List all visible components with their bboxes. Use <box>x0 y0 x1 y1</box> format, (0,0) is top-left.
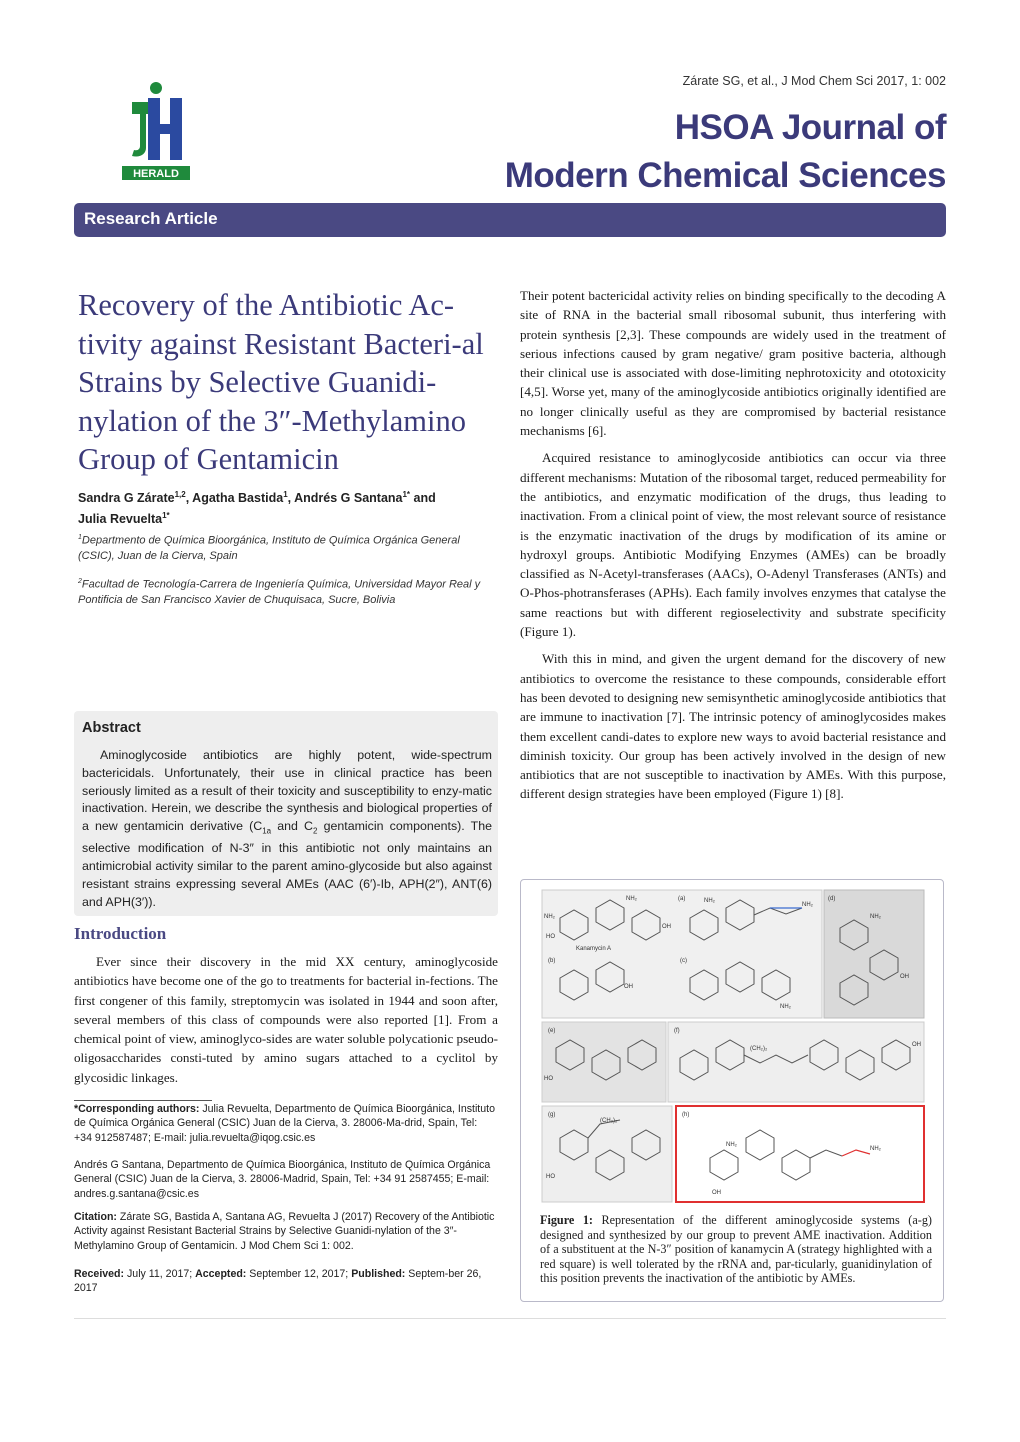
svg-text:NH₂: NH₂ <box>726 1142 737 1148</box>
dates-note: Received: July 11, 2017; Accepted: September 12, 2017; Published: Septem-ber 26, 2017 <box>74 1268 482 1295</box>
affiliation-1: $^1$Departmento de Química Bioorgánica, Instituto de Química Orgánica General (CSIC), Juan de la Cierva, Spain <box>78 534 460 562</box>
footnote-separator <box>74 1100 212 1101</box>
body-text-right <box>520 286 946 804</box>
herald-logo <box>118 80 194 184</box>
citation-note: Citation: Zárate SG, Bastida A, Santana AG, Revuelta J (2017) Recovery of the Antibiotic Activity against Resistant Bacterial Strains by Selective Guanidi-nylation of the 3″-Methylamino Group of Gentamicin. J Mod Chem Sci 1: 002. <box>74 1211 495 1252</box>
corresponding-author-note: *Corresponding authors: Julia Revuelta, Departmento de Química Bioorgánica, Instituto de Química Orgánica General (CSIC) Juan de la Cierva, 3. 28006-Ma-drid, Spain, Tel: +34 912587487; E-mail: julia.revuelta@iqog.csic.es <box>74 1103 495 1144</box>
introduction-text: Ever since their discovery in the mid XX century, aminoglycoside antibiotics have become one of the go to treatments for bacterial in-fections. The first congener of this family, streptomycin was isolated in 1944 and soon after, several members of this class of compounds were also reported [1]. From a chemical point of view, aminoglyco-sides are water soluble polycationic pseudo-oligosaccharides consti-tuted by amino sugars attached to a cyclitol by glycosidic linkages. <box>74 954 498 1085</box>
kanamycin-label: Kanamycin A <box>576 946 612 952</box>
svg-text:NH₂: NH₂ <box>870 1146 881 1152</box>
svg-text:NH₂: NH₂ <box>870 914 881 920</box>
svg-text:OH: OH <box>624 984 633 990</box>
svg-text:OH: OH <box>900 974 909 980</box>
figure-1-caption: Figure 1: Representation of the different aminoglycoside systems (a-g) designed and synthesized by our group to prevent AME inactivation. Addition of a substituent at the N-3″ position of kanamycin A (strategy highlighted with a red square) is well tolerated by the rRNA and, par-ticularly, guanidinylation of this position prevents the inactivation of the antibiotic by AMEs. <box>540 1213 932 1285</box>
panel-label-f: (f) <box>674 1028 680 1034</box>
paragraph-3: With this in mind, and given the urgent demand for the discovery of new antibiotics to overcome the resistance to these compounds, considerable effort has been devoted to designing new semisynthetic aminoglycoside antibiotics that are immune to inactivation [7]. The intrinsic potency of aminoglycosides makes them excellent candi-dates to explore new ways to avoid bacterial resistance and diminish toxicity. Our group has been actively involved in the design of new antibiotics that are not susceptible to inactivation by AMEs. With this purpose, different design strategies have been employed (Figure 1) [8]. <box>520 651 946 802</box>
author-4: Julia Revuelta <box>78 512 163 527</box>
article-title: Recovery of the Antibiotic Ac-tivity against Resistant Bacteri-al Strains by Selective Guanidi-nylation of the 3″-Methylamino Group of Gentamicin <box>78 288 484 476</box>
panel-label-g: (g) <box>548 1112 556 1118</box>
svg-text:NH₂: NH₂ <box>780 1004 791 1010</box>
figure-1-image <box>540 888 926 1206</box>
panel-label-a: (a) <box>678 896 686 902</box>
journal-title-line1: HSOA Journal of <box>674 108 946 147</box>
panel-label-c: (c) <box>680 958 687 964</box>
affiliation-2: $^2$Facultad de Tecnología-Carrera de Ingeniería Química, Universidad Mayor Real y Pontificia de San Francisco Xavier de Chuquisaca, Sucre, Bolivia <box>78 578 481 606</box>
svg-text:NH₂: NH₂ <box>802 902 813 908</box>
author-list: Sandra G Zárate$^{1,2}$, Agatha Bastida$^1$, Andrés G Santana$^{1*}$ and Julia Revuelta$^{1*}$ <box>78 490 436 527</box>
svg-text:HO: HO <box>544 1076 553 1082</box>
svg-text:OH: OH <box>712 1190 721 1196</box>
svg-text:HO: HO <box>546 1174 555 1180</box>
paragraph-1: Their potent bactericidal activity relies on binding specifically to the decoding A site of RNA in the bacterial small ribosomal subunit, thus interfering with protein synthesis [2,3]. These compounds are widely used in the treatment of serious infections caused by gram negative/ gram positive bacteria, although their clinical use is associated with dose-limiting nephrotoxicity and ototoxicity [4,5]. Worse yet, many of the aminoglycoside antibiotics originally identified are no longer clinically useful as they are compromised by bacterial resistance mechanisms [6]. <box>520 288 946 439</box>
svg-text:OH: OH <box>912 1042 921 1048</box>
paragraph-2: Acquired resistance to aminoglycoside antibiotics can occur via three different mechanisms: Mutation of the ribosomal target, reduced permeability for the antibiotics, and enzymatic modification of the drugs, thus leading to inactivation. From a clinical point of view, the most relevant source of resistance is the enzymatic inactivation of the drugs by modification of its amine or hydroxyl groups. Antibiotic Modifying Enzymes (AMEs) can be broadly classified as N-Acetyl-transferases (AACs), O-Adenyl Transferases (ANTs) and O-Phos-photransferases (APHs). Each family involves enzymes that catalyse the same reactions but with different regioselectivity and substrate specificity (Figure 1). <box>520 450 946 640</box>
svg-text:NH₂: NH₂ <box>704 898 715 904</box>
author-1: Sandra G Zárate <box>78 491 175 506</box>
author-2: , Agatha Bastida <box>185 491 284 506</box>
svg-text:HO: HO <box>546 934 555 940</box>
journal-title <box>505 104 946 200</box>
journal-title-line2: Modern Chemical Sciences <box>504 156 946 195</box>
page-bottom-rule <box>74 1318 946 1319</box>
running-citation: Zárate SG, et al., J Mod Chem Sci 2017, 1: 002 <box>682 74 946 88</box>
svg-text:NH₂: NH₂ <box>544 914 555 920</box>
svg-text:NH₂: NH₂ <box>626 896 637 902</box>
svg-text:(CH₂)₂: (CH₂)₂ <box>600 1118 618 1124</box>
article-type: Research Article <box>84 209 218 228</box>
abstract-text: Aminoglycoside antibiotics are highly potent, wide-spectrum bactericidals. Unfortunately, their use in clinical practice has been seriously limited as a result of their toxicity and susceptibility to enzy-matic inactivation. Herein, we describe the synthesis and biological properties of a new gentamicin derivative ($C_{1a}$ and $C_2$ gentamicin components). The selective modification of N-3″ in this antibiotic not only maintains an antimicrobial activity similar to the parent amino-glycoside but also against resistant strains expressing several AMEs (AAC (6′)-Ib, APH(2″), ANT(6) and APH(3′)). <box>82 748 492 909</box>
introduction-heading: Introduction <box>74 924 167 943</box>
abstract-heading: Abstract <box>82 720 141 736</box>
second-author-note: Andrés G Santana, Departmento de Química Bioorgánica, Instituto de Química Orgánica General (CSIC) Juan de la Cierva, 3. 28006-Madrid, Spain, Tel: +34 91 2587455; E-mail: andres.g.santana@csic.es <box>74 1159 491 1200</box>
panel-label-b: (b) <box>548 958 556 964</box>
article-type-banner <box>74 203 946 237</box>
svg-text:(CH₂)₂: (CH₂)₂ <box>750 1046 768 1052</box>
logo-text: HERALD <box>133 168 179 180</box>
svg-text:OH: OH <box>662 924 671 930</box>
panel-label-h: (h) <box>682 1112 690 1118</box>
panel-label-e: (e) <box>548 1028 556 1034</box>
panel-label-d: (d) <box>828 896 836 902</box>
author-3: , Andrés G Santana <box>287 491 403 506</box>
